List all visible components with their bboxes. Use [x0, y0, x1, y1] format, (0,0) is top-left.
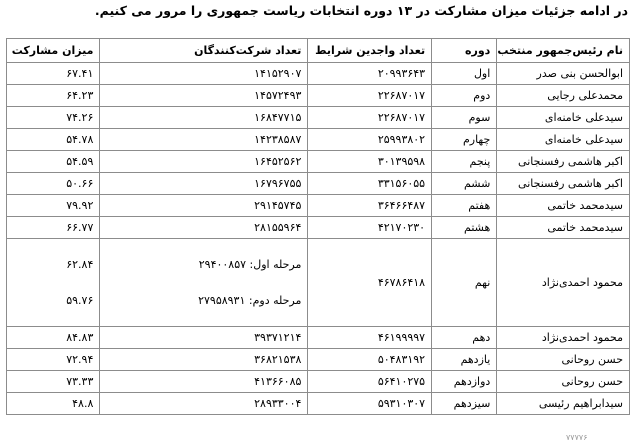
participants-cell: ۱۴۵۷۲۴۹۳: [100, 85, 308, 107]
round-cell: دوازدهم: [432, 371, 497, 393]
table-row-ninth: [7, 239, 630, 327]
eligible-cell: ۲۲۶۸۷۰۱۷: [308, 107, 432, 129]
rate-cell: ۶۴.۲۳: [7, 85, 100, 107]
table-row: [7, 217, 630, 239]
table-row: [7, 195, 630, 217]
table-row: [7, 349, 630, 371]
stage-one-rate: ۶۲.۸۴: [66, 257, 94, 271]
article-caption: در ادامه جزئیات میزان مشارکت در ۱۳ دوره انتخابات ریاست جمهوری را مرور می کنیم.: [94, 3, 628, 18]
participants-cell: ۱۴۲۳۸۵۸۷: [100, 129, 308, 151]
president-cell: اکبر هاشمی رفسنجانی: [497, 151, 630, 173]
participants-cell: ۲۹۱۴۵۷۴۵: [100, 195, 308, 217]
participants-cell: ۱۶۸۴۷۷۱۵: [100, 107, 308, 129]
eligible-cell: ۳۳۱۵۶۰۵۵: [308, 173, 432, 195]
president-cell: سیدعلی خامنه‌ای: [497, 107, 630, 129]
rate-cell: [7, 239, 100, 327]
participants-cell: ۲۸۱۵۵۹۶۴: [100, 217, 308, 239]
eligible-cell: ۵۶۴۱۰۲۷۵: [308, 371, 432, 393]
stage-one-participants: مرحله اول: ۲۹۴۰۰۸۵۷: [198, 257, 302, 271]
round-cell: هشتم: [432, 217, 497, 239]
table-row: [7, 393, 630, 415]
eligible-cell: ۲۲۶۸۷۰۱۷: [308, 85, 432, 107]
table-row: [7, 63, 630, 85]
participants-cell: ۱۴۱۵۲۹۰۷: [100, 63, 308, 85]
president-cell: محمدعلی رجایی: [497, 85, 630, 107]
eligible-cell: ۵۰۴۸۳۱۹۲: [308, 349, 432, 371]
round-cell: هفتم: [432, 195, 497, 217]
round-cell: یازدهم: [432, 349, 497, 371]
rate-cell: ۵۴.۵۹: [7, 151, 100, 173]
participants-cell: ۳۹۳۷۱۲۱۴: [100, 327, 308, 349]
header-round: دوره: [432, 39, 497, 63]
round-cell: ششم: [432, 173, 497, 195]
rate-cell: ۸۴.۸۳: [7, 327, 100, 349]
election-participation-table: [6, 38, 630, 415]
participants-cell: ۲۸۹۳۳۰۰۴: [100, 393, 308, 415]
rate-cell: ۷۹.۹۲: [7, 195, 100, 217]
president-cell: سیدمحمد خاتمی: [497, 217, 630, 239]
stage-two-rate: ۵۹.۷۶: [66, 293, 94, 307]
table-header-row: [7, 39, 630, 63]
president-cell: حسن روحانی: [497, 349, 630, 371]
rate-cell: ۵۰.۶۶: [7, 173, 100, 195]
rate-cell: ۴۸.۸: [7, 393, 100, 415]
participants-cell: ۳۶۸۲۱۵۳۸: [100, 349, 308, 371]
eligible-cell: ۴۶۱۹۹۹۹۷: [308, 327, 432, 349]
president-cell: سیدمحمد خاتمی: [497, 195, 630, 217]
rate-cell: ۵۴.۷۸: [7, 129, 100, 151]
round-cell: نهم: [432, 239, 497, 327]
rate-cell: ۶۷.۴۱: [7, 63, 100, 85]
president-cell: محمود احمدی‌نژاد: [497, 327, 630, 349]
round-cell: اول: [432, 63, 497, 85]
round-cell: چهارم: [432, 129, 497, 151]
eligible-cell: ۳۶۴۶۶۴۸۷: [308, 195, 432, 217]
table-row: [7, 327, 630, 349]
stage-two-participants: مرحله دوم: ۲۷۹۵۸۹۳۱: [198, 293, 302, 307]
president-cell: ابوالحسن بنی صدر: [497, 63, 630, 85]
round-cell: دهم: [432, 327, 497, 349]
rate-cell: ۷۳.۳۳: [7, 371, 100, 393]
round-cell: سیزدهم: [432, 393, 497, 415]
president-cell: سیدعلی خامنه‌ای: [497, 129, 630, 151]
eligible-cell: ۴۶۷۸۶۴۱۸: [308, 239, 432, 327]
president-cell: سیدابراهیم رئیسی: [497, 393, 630, 415]
president-cell: حسن روحانی: [497, 371, 630, 393]
table-row: [7, 85, 630, 107]
footer-mark: ۷۷۷۷۶: [566, 433, 588, 442]
eligible-cell: ۵۹۳۱۰۳۰۷: [308, 393, 432, 415]
rate-cell: ۷۲.۹۴: [7, 349, 100, 371]
rate-cell: ۷۴.۲۶: [7, 107, 100, 129]
table-row: [7, 129, 630, 151]
table-row: [7, 371, 630, 393]
round-cell: دوم: [432, 85, 497, 107]
participants-cell: [100, 239, 308, 327]
header-president: نام رئیس‌جمهور منتخب: [497, 39, 630, 63]
round-cell: پنجم: [432, 151, 497, 173]
president-cell: محمود احمدی‌نژاد: [497, 239, 630, 327]
table-row: [7, 173, 630, 195]
participants-cell: ۱۶۴۵۲۵۶۲: [100, 151, 308, 173]
eligible-cell: ۲۵۹۹۳۸۰۲: [308, 129, 432, 151]
eligible-cell: ۴۲۱۷۰۲۳۰: [308, 217, 432, 239]
rate-cell: ۶۶.۷۷: [7, 217, 100, 239]
header-participants: تعداد شرکت‌کنندگان: [100, 39, 308, 63]
round-cell: سوم: [432, 107, 497, 129]
eligible-cell: ۲۰۹۹۳۶۴۳: [308, 63, 432, 85]
header-rate: میزان مشارکت: [7, 39, 100, 63]
participants-cell: ۱۶۷۹۶۷۵۵: [100, 173, 308, 195]
eligible-cell: ۳۰۱۳۹۵۹۸: [308, 151, 432, 173]
table-row: [7, 151, 630, 173]
header-eligible: تعداد واجدین شرایط: [308, 39, 432, 63]
table-row: [7, 107, 630, 129]
participants-cell: ۴۱۳۶۶۰۸۵: [100, 371, 308, 393]
president-cell: اکبر هاشمی رفسنجانی: [497, 173, 630, 195]
